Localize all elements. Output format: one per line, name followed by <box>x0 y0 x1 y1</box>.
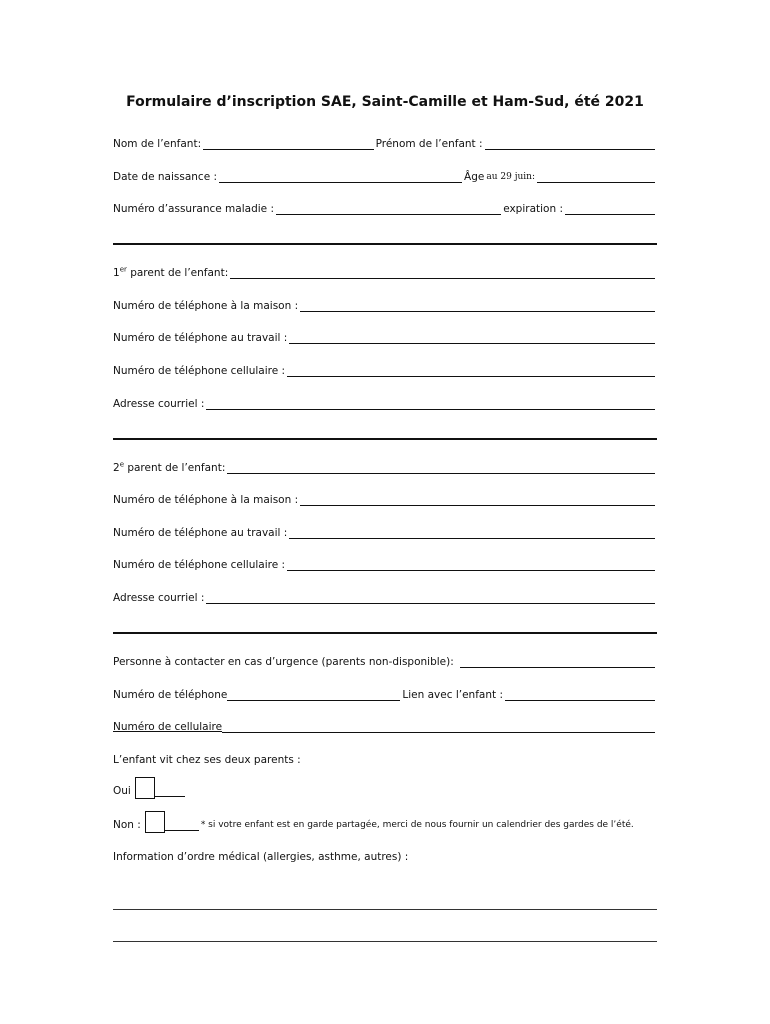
emergency-contact-field[interactable] <box>460 655 655 668</box>
parent1-work-phone-field[interactable] <box>289 331 655 344</box>
no-line <box>165 818 199 831</box>
expiration-field[interactable] <box>565 202 655 215</box>
emergency-phone-field[interactable] <box>227 688 400 701</box>
relation-field[interactable] <box>505 688 655 701</box>
child-last-name-label: Nom de l’enfant: <box>113 138 202 150</box>
section-divider <box>113 243 657 245</box>
age-field[interactable] <box>537 170 655 183</box>
emergency-cell-label: Numéro de cellulaire <box>113 721 223 733</box>
yes-label: Oui <box>113 785 131 797</box>
child-first-name-label: Prénom de l’enfant : <box>375 138 483 150</box>
parent2-name-field[interactable] <box>227 461 655 474</box>
parent2-cell-phone-field[interactable] <box>287 558 655 571</box>
parent1-work-phone-label: Numéro de téléphone au travail : <box>113 332 288 344</box>
emergency-phone-label: Numéro de téléphone <box>113 689 228 701</box>
parent1-label: 1er parent de l’enfant: <box>113 265 229 279</box>
birth-date-field[interactable] <box>219 170 462 183</box>
parent2-email-row <box>113 587 657 605</box>
age-suffix-label: au 29 juin: <box>486 172 535 182</box>
no-label: Non : <box>113 819 141 831</box>
child-first-name-field[interactable] <box>485 137 655 150</box>
no-checkbox[interactable] <box>145 811 165 833</box>
parent2-email-label: Adresse courriel : <box>113 592 205 604</box>
medical-line-1[interactable] <box>113 909 657 910</box>
medical-row <box>113 846 657 864</box>
parent1-email-field[interactable] <box>206 397 655 410</box>
birth-date-row <box>113 166 657 184</box>
parent2-work-phone-label: Numéro de téléphone au travail : <box>113 527 288 539</box>
child-last-name-field[interactable] <box>203 137 373 150</box>
living-question-row <box>113 749 657 767</box>
emergency-phone-row <box>113 684 657 702</box>
parent2-label: 2e parent de l’enfant: <box>113 460 226 474</box>
parent1-cell-phone-field[interactable] <box>287 364 655 377</box>
birth-date-label: Date de naissance : <box>113 171 218 183</box>
parent1-row <box>113 262 657 280</box>
shared-custody-note: * si votre enfant est en garde partagée, merci de nous fournir un calendrier des gardes de l’été. <box>200 820 634 830</box>
parent2-row <box>113 457 657 475</box>
yes-checkbox[interactable] <box>135 777 155 799</box>
parent1-work-phone-row <box>113 327 657 345</box>
emergency-cell-row <box>113 716 657 734</box>
emergency-contact-row <box>113 651 657 669</box>
parent2-work-phone-row <box>113 522 657 540</box>
health-number-label: Numéro d’assurance maladie : <box>113 203 274 215</box>
emergency-cell-field[interactable] <box>222 720 655 733</box>
health-number-row <box>113 198 657 216</box>
parent2-email-field[interactable] <box>206 591 655 604</box>
parent1-home-phone-row <box>113 295 657 313</box>
parent1-cell-phone-label: Numéro de téléphone cellulaire : <box>113 365 286 377</box>
medical-label: Information d’ordre médical (allergies, asthme, autres) : <box>113 851 409 863</box>
health-number-field[interactable] <box>276 202 501 215</box>
parent2-work-phone-field[interactable] <box>289 526 655 539</box>
child-name-row <box>113 133 657 151</box>
parent1-email-label: Adresse courriel : <box>113 398 205 410</box>
living-question-label: L’enfant vit chez ses deux parents : <box>113 754 301 766</box>
emergency-contact-label: Personne à contacter en cas d’urgence (parents non-disponible): <box>113 656 454 668</box>
medical-line-2[interactable] <box>113 941 657 942</box>
relation-label: Lien avec l’enfant : <box>402 689 503 701</box>
living-no-row <box>113 814 657 832</box>
section-divider <box>113 438 657 440</box>
parent2-home-phone-row <box>113 489 657 507</box>
parent1-home-phone-field[interactable] <box>300 299 655 312</box>
parent2-cell-phone-label: Numéro de téléphone cellulaire : <box>113 559 286 571</box>
parent2-home-phone-field[interactable] <box>300 493 655 506</box>
age-label: Âge <box>464 171 485 183</box>
parent1-home-phone-label: Numéro de téléphone à la maison : <box>113 300 299 312</box>
parent1-name-field[interactable] <box>230 266 655 279</box>
parent2-home-phone-label: Numéro de téléphone à la maison : <box>113 494 299 506</box>
parent2-cell-phone-row <box>113 554 657 572</box>
section-divider <box>113 632 657 634</box>
yes-line <box>155 784 185 797</box>
form-title: Formulaire d’inscription SAE, Saint-Camille et Ham-Sud, été 2021 <box>126 94 644 110</box>
parent1-email-row <box>113 393 657 411</box>
expiration-label: expiration : <box>503 203 563 215</box>
living-yes-row <box>113 780 657 798</box>
parent1-cell-phone-row <box>113 360 657 378</box>
